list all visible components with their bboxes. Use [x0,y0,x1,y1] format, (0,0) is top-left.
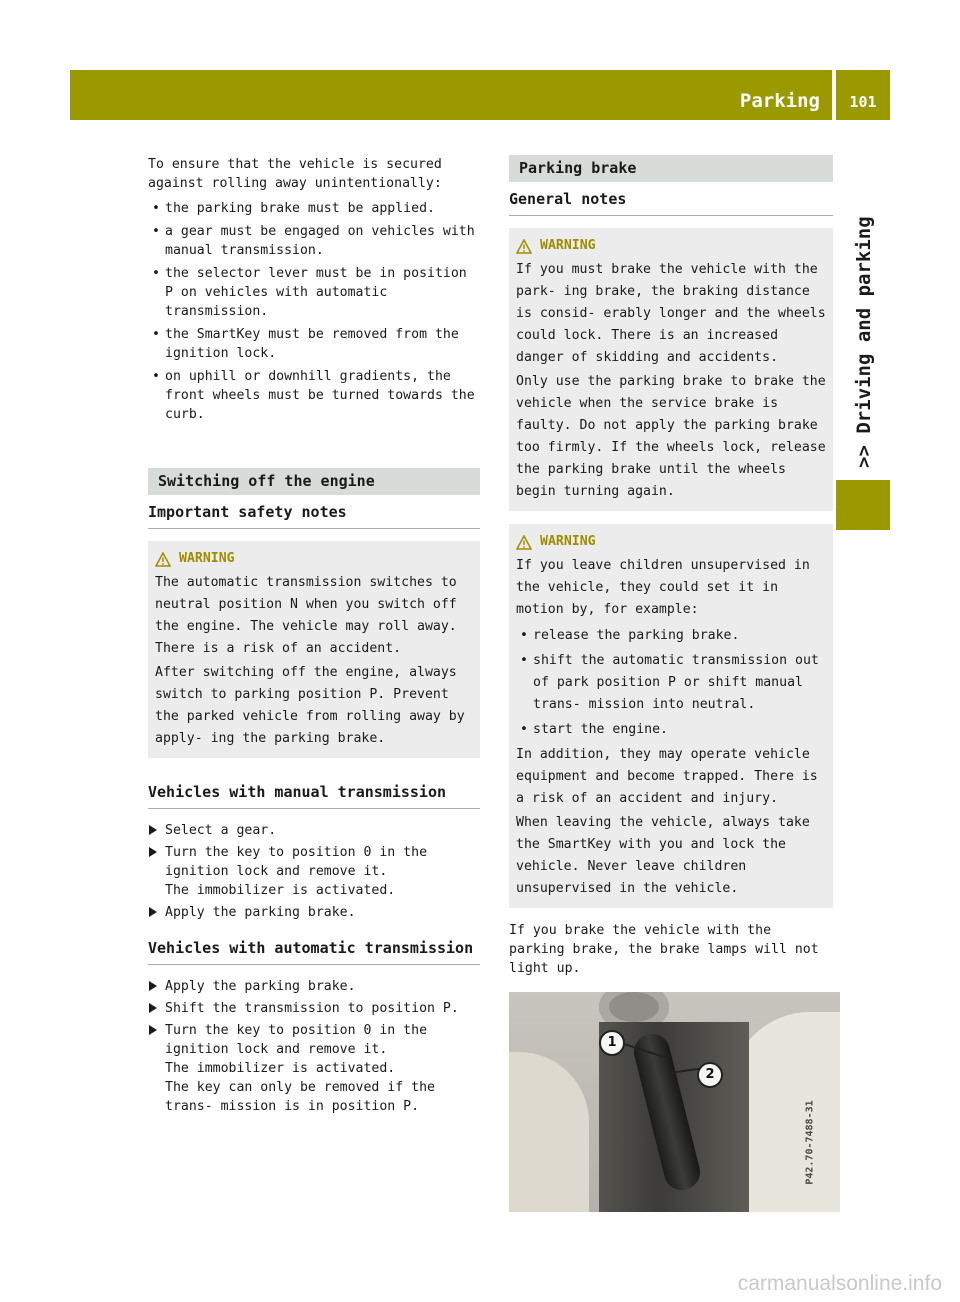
step-note: The key can only be removed if the trans- mission is in position P. [165,1080,435,1114]
step-arrow-icon [149,981,157,991]
step-item: Select a gear. [148,821,480,840]
step-arrow-icon [149,1025,157,1035]
step-note: The immobilizer is activated. [165,883,396,898]
warning-paragraph: If you leave children unsupervised in the vehicle, they could set it in motion by, for example: [516,558,810,617]
side-tab-prefix: >> [853,445,875,468]
header-bar [70,70,832,120]
page-number: 101 [849,93,877,111]
header-title: Parking [739,90,820,112]
warning-paragraph: Only use the parking brake to brake the vehicle when the service brake is faulty. Do not apply the parking brake too firmly. If the wheels lock, release the parking brake until the wheels begin turning again. [516,374,826,499]
intro-text: To ensure that the vehicle is secured against rolling away unintentionally: [148,157,442,191]
left-column [148,155,480,1119]
warning-box-children [509,524,833,908]
seat-left-shape [509,1052,589,1212]
step-item: Apply the parking brake. [148,903,480,922]
heading-automatic-transmission: Vehicles with automatic transmission [148,925,480,965]
warning-label: WARNING [540,238,596,253]
warning-triangle-icon [516,239,532,254]
step-arrow-icon [149,825,157,835]
side-tab-text: Driving and parking [853,216,875,434]
step-item: Shift the transmission to position P. [148,999,480,1018]
warning-paragraph: After switching off the engine, always switch to parking position P. Prevent the parked vehicle from rolling away by apply- ing the parking brake. [155,665,465,746]
figure-code: P42.70-7488-31 [804,1100,816,1185]
right-column [509,155,833,1212]
callout-2: 2 [697,1062,723,1088]
warning-paragraph: The automatic transmission switches to neutral position N when you switch off the engine. The vehicle may roll away. There is a risk of an accident. [155,575,457,656]
warning-paragraph: If you must brake the vehicle with the park- ing brake, the braking distance is consid- erably longer and the wheels could lock. There is an increased danger of skidding and accidents. [516,262,826,365]
intro-bullet-4: • the SmartKey must be removed from the ignition lock. [148,325,480,363]
step-arrow-icon [149,907,157,917]
step-item: Turn the key to position 0 in the ignition lock and remove it. The immobilizer is activated. The key can only be removed if the trans- mission is in position P. [148,1021,480,1116]
warning-label: WARNING [540,534,596,549]
step-note: The immobilizer is activated. [165,1061,396,1076]
warning-bullet: • release the parking brake. [516,625,826,647]
step-arrow-icon [149,847,157,857]
intro-bullet-3: • the selector lever must be in position P on vehicles with automatic transmission. [148,264,480,321]
warning-triangle-icon [155,552,171,567]
section-title-switching-off: Switching off the engine [148,468,480,495]
warning-label: WARNING [179,551,235,566]
step-arrow-icon [149,1003,157,1013]
heading-manual-transmission: Vehicles with manual transmission [148,771,480,809]
side-tab-block [836,480,890,530]
side-tab-label [853,216,875,468]
subheading-general-notes: General notes [509,182,833,216]
automatic-steps-list [148,977,480,1116]
watermark: carmanualsonline.info [737,1272,942,1295]
manual-steps-list [148,821,480,922]
brake-lamps-note: If you brake the vehicle with the parking brake, the brake lamps will not light up. [509,923,819,976]
warning-box-engine [148,541,480,758]
page-number-box [836,70,890,120]
parking-brake-figure [509,992,840,1212]
warning-bullet: • shift the automatic transmission out of park position P or shift manual trans- mission into neutral. [516,650,826,716]
step-item: Turn the key to position 0 in the ignition lock and remove it. The immobilizer is activated. [148,843,480,900]
warning-bullet: • start the engine. [516,719,826,741]
step-item: Apply the parking brake. [148,977,480,996]
warning-bullet-list [516,625,826,741]
subheading-safety-notes: Important safety notes [148,495,480,529]
warning-box-braking [509,228,833,511]
warning-triangle-icon [516,535,532,550]
intro-bullet-list [148,199,480,424]
warning-paragraph: In addition, they may operate vehicle equipment and become trapped. There is a risk of an accident and injury. [516,747,818,806]
section-title-parking-brake: Parking brake [509,155,833,182]
intro-bullet-1: • the parking brake must be applied. [148,199,480,218]
intro-bullet-2: • a gear must be engaged on vehicles with manual transmission. [148,222,480,260]
callout-1: 1 [599,1030,625,1056]
warning-paragraph: When leaving the vehicle, always take the SmartKey with you and lock the vehicle. Never leave children unsupervised in the vehicle. [516,815,810,896]
intro-bullet-5: • on uphill or downhill gradients, the front wheels must be turned towards the curb. [148,367,480,424]
